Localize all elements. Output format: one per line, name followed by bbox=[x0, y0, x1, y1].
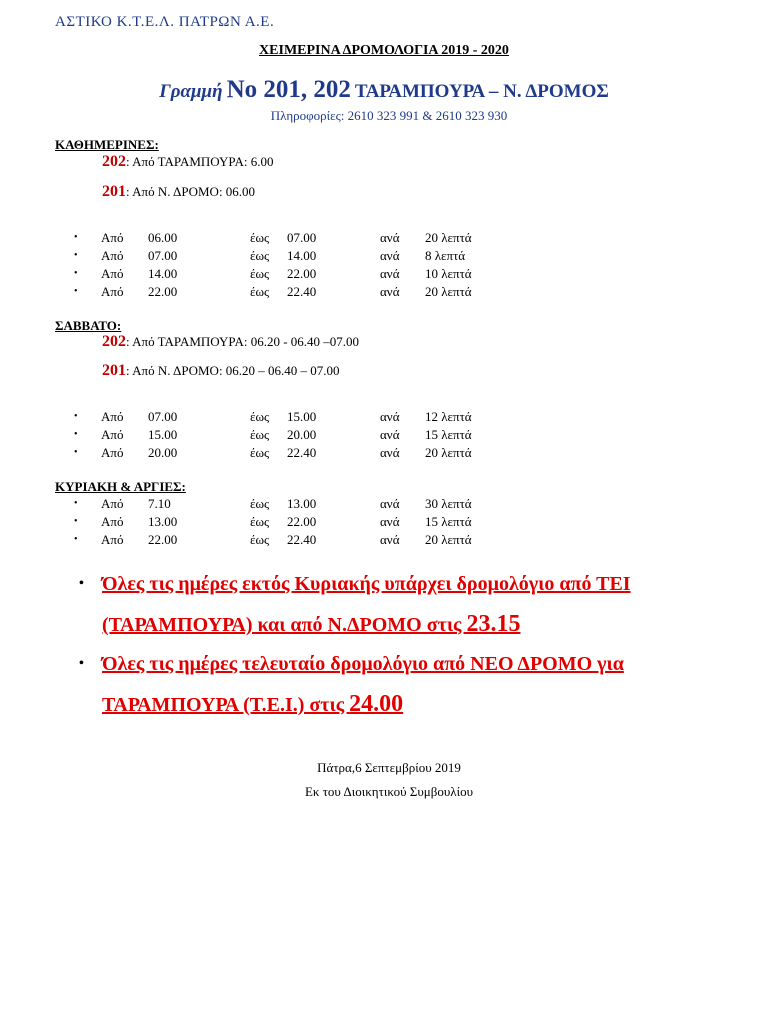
table-row bbox=[0, 284, 768, 302]
until-label: έως bbox=[250, 514, 270, 529]
first-bus-text: : Από ΤΑΡΑΜΠΟΥΡΑ: 06.20 - 06.40 –07.00 bbox=[126, 334, 360, 349]
until-time: 22.00 bbox=[287, 266, 317, 281]
notice-1-line-2 bbox=[102, 604, 520, 645]
frequency: 10 λεπτά bbox=[425, 266, 472, 281]
signature: Εκ του Διοικητικού Συμβουλίου bbox=[304, 784, 474, 799]
every-label: ανά bbox=[380, 427, 400, 442]
line-route: ΤΑΡΑΜΠΟΥΡΑ – Ν. ΔΡΟΜΟΣ bbox=[354, 81, 609, 102]
weekdays-first-201 bbox=[102, 183, 255, 201]
season-title: ΧΕΙΜΕΡΙΝΑ ΔΡΟΜΟΛΟΓΙΑ 2019 - 2020 bbox=[259, 43, 509, 58]
until-time: 14.00 bbox=[287, 248, 317, 263]
frequency: 20 λεπτά bbox=[425, 284, 472, 299]
table-row bbox=[0, 514, 768, 532]
from-time: 07.00 bbox=[148, 248, 178, 263]
from-label: Από bbox=[101, 532, 124, 547]
notice-1-line-1: Όλες τις ημέρες εκτός Κυριακής υπάρχει δρομολόγιο από ΤΕΙ bbox=[102, 573, 631, 595]
saturday-first-202 bbox=[102, 333, 359, 351]
every-label: ανά bbox=[380, 266, 400, 281]
line-code: 201 bbox=[102, 362, 126, 379]
notice-time: 24.00 bbox=[349, 691, 404, 717]
until-time: 15.00 bbox=[287, 409, 317, 424]
bullet-icon: • bbox=[79, 576, 84, 591]
from-time: 7.10 bbox=[148, 496, 171, 511]
weekdays-first-202 bbox=[102, 153, 273, 171]
bullet-icon: • bbox=[79, 656, 84, 671]
frequency: 30 λεπτά bbox=[425, 496, 472, 511]
notice-time: 23.15 bbox=[466, 611, 521, 637]
frequency: 15 λεπτά bbox=[425, 514, 472, 529]
table-row bbox=[0, 230, 768, 248]
until-label: έως bbox=[250, 445, 270, 460]
every-label: ανά bbox=[380, 496, 400, 511]
until-label: έως bbox=[250, 409, 270, 424]
company-name: ΑΣΤΙΚΟ Κ.Τ.Ε.Λ. ΠΑΤΡΩΝ Α.Ε. bbox=[55, 14, 275, 30]
bullet-icon: • bbox=[74, 516, 78, 527]
line-prefix: Γραμμή bbox=[159, 81, 223, 102]
frequency: 12 λεπτά bbox=[425, 409, 472, 424]
notice-text: (ΤΑΡΑΜΠΟΥΡΑ) και από Ν.ΔΡΟΜΟ στις bbox=[102, 614, 467, 636]
bullet-icon: • bbox=[74, 250, 78, 261]
notice-2 bbox=[79, 644, 759, 724]
from-time: 06.00 bbox=[148, 230, 178, 245]
every-label: ανά bbox=[380, 230, 400, 245]
until-label: έως bbox=[250, 496, 270, 511]
from-label: Από bbox=[101, 266, 124, 281]
from-time: 14.00 bbox=[148, 266, 178, 281]
from-time: 13.00 bbox=[148, 514, 178, 529]
frequency: 20 λεπτά bbox=[425, 230, 472, 245]
table-row bbox=[0, 427, 768, 445]
bullet-icon: • bbox=[74, 286, 78, 297]
bullet-icon: • bbox=[74, 498, 78, 509]
from-label: Από bbox=[101, 514, 124, 529]
table-row bbox=[0, 266, 768, 284]
from-label: Από bbox=[101, 230, 124, 245]
notice-2-line-1: Όλες τις ημέρες τελευταίο δρομολόγιο από ΝΕΟ ΔΡΟΜΟ για bbox=[102, 653, 624, 675]
frequency: 8 λεπτά bbox=[425, 248, 466, 263]
from-time: 15.00 bbox=[148, 427, 178, 442]
notice-2-line-2 bbox=[102, 684, 403, 725]
from-label: Από bbox=[101, 409, 124, 424]
every-label: ανά bbox=[380, 284, 400, 299]
every-label: ανά bbox=[380, 532, 400, 547]
first-bus-text: : Από ΤΑΡΑΜΠΟΥΡΑ: 6.00 bbox=[126, 154, 274, 169]
bullet-icon: • bbox=[74, 429, 78, 440]
table-row bbox=[0, 409, 768, 427]
from-time: 20.00 bbox=[148, 445, 178, 460]
bullet-icon: • bbox=[74, 534, 78, 545]
every-label: ανά bbox=[380, 445, 400, 460]
from-label: Από bbox=[101, 284, 124, 299]
line-code: 202 bbox=[102, 333, 126, 350]
every-label: ανά bbox=[380, 514, 400, 529]
until-label: έως bbox=[250, 532, 270, 547]
from-time: 22.00 bbox=[148, 284, 178, 299]
frequency: 20 λεπτά bbox=[425, 532, 472, 547]
sunday-heading: ΚΥΡΙΑΚΗ & ΑΡΓΙΕΣ: bbox=[55, 479, 186, 494]
until-label: έως bbox=[250, 248, 270, 263]
until-label: έως bbox=[250, 266, 270, 281]
bullet-icon: • bbox=[74, 268, 78, 279]
line-code: 202 bbox=[102, 153, 126, 170]
from-label: Από bbox=[101, 248, 124, 263]
from-label: Από bbox=[101, 496, 124, 511]
until-label: έως bbox=[250, 230, 270, 245]
from-label: Από bbox=[101, 427, 124, 442]
from-time: 22.00 bbox=[148, 532, 178, 547]
from-label: Από bbox=[101, 445, 124, 460]
table-row bbox=[0, 496, 768, 514]
first-bus-text: : Από Ν. ΔΡΟΜΟ: 06.20 – 06.40 – 07.00 bbox=[126, 363, 340, 378]
line-numbers: Νο 201, 202 bbox=[226, 76, 351, 103]
saturday-first-201 bbox=[102, 362, 340, 380]
line-code: 201 bbox=[102, 183, 126, 200]
notice-1 bbox=[79, 564, 759, 644]
table-row bbox=[0, 248, 768, 266]
notice-text: ΤΑΡΑΜΠΟΥΡΑ (Τ.Ε.Ι.) στις bbox=[102, 694, 350, 716]
until-time: 13.00 bbox=[287, 496, 317, 511]
line-title bbox=[0, 76, 768, 104]
until-time: 22.40 bbox=[287, 284, 317, 299]
frequency: 15 λεπτά bbox=[425, 427, 472, 442]
table-row bbox=[0, 532, 768, 550]
every-label: ανά bbox=[380, 248, 400, 263]
until-time: 22.40 bbox=[287, 532, 317, 547]
until-label: έως bbox=[250, 284, 270, 299]
bullet-icon: • bbox=[74, 447, 78, 458]
saturday-heading: ΣΑΒΒΑΤΟ: bbox=[55, 318, 122, 333]
until-time: 07.00 bbox=[287, 230, 317, 245]
place-date: Πάτρα,6 Σεπτεμβρίου 2019 bbox=[317, 760, 461, 775]
bullet-icon: • bbox=[74, 232, 78, 243]
frequency: 20 λεπτά bbox=[425, 445, 472, 460]
first-bus-text: : Από Ν. ΔΡΟΜΟ: 06.00 bbox=[126, 184, 256, 199]
weekdays-heading: ΚΑΘΗΜΕΡΙΝΕΣ: bbox=[55, 137, 159, 152]
from-time: 07.00 bbox=[148, 409, 178, 424]
every-label: ανά bbox=[380, 409, 400, 424]
info-phones: Πληροφορίες: 2610 323 991 & 2610 323 930 bbox=[270, 108, 508, 123]
table-row bbox=[0, 445, 768, 463]
until-label: έως bbox=[250, 427, 270, 442]
until-time: 22.00 bbox=[287, 514, 317, 529]
until-time: 22.40 bbox=[287, 445, 317, 460]
bullet-icon: • bbox=[74, 411, 78, 422]
until-time: 20.00 bbox=[287, 427, 317, 442]
